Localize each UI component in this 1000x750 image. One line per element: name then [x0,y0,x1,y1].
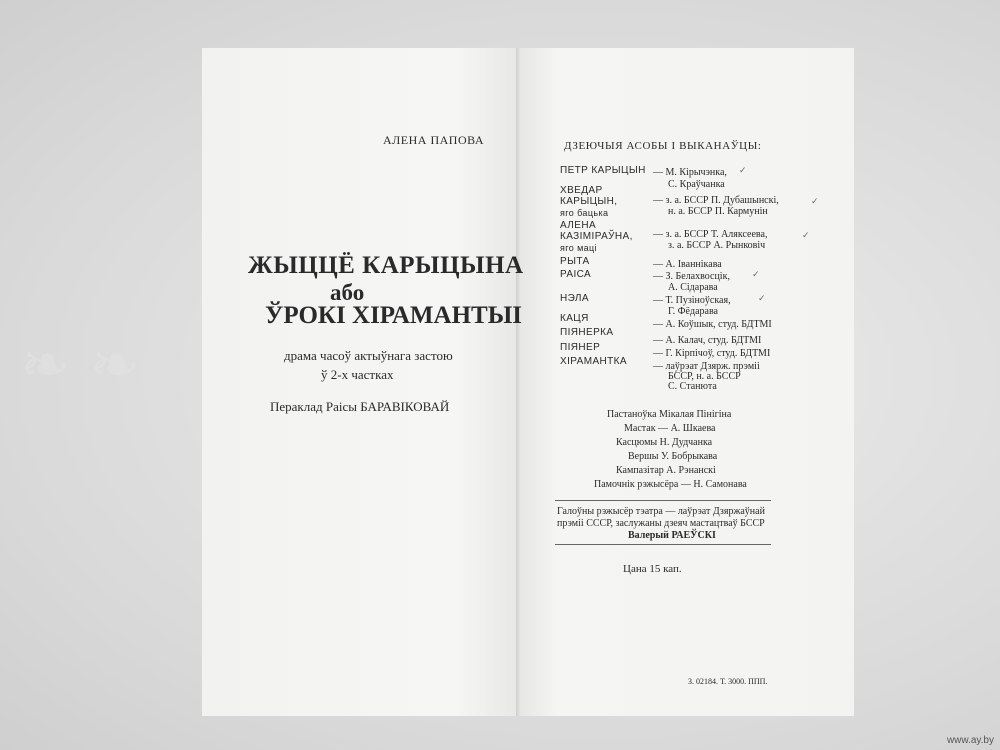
director-name: Валерый РАЕЎСКІ [628,530,716,541]
role-name: АЛЕНА [560,220,597,231]
crew-name: А. Рэнанскі [666,465,716,476]
embossed-decoration: ❧ ❧ [20,330,140,400]
actor-name: — А. Калач, студ. БДТМІ [653,335,762,346]
role-name: ХВЕДАР [560,185,603,196]
crew-line [594,479,747,490]
crew-label: Мастак — [624,423,669,434]
role-name: КАЦЯ [560,313,589,324]
print-imprint: З. 02184. Т. 3000. ППП. [688,677,768,686]
pencil-check-icon: ✓ [752,269,760,279]
author-name: АЛЕНА ПАПОВА [383,133,485,147]
role-name: ПІЯНЕРКА [560,327,614,338]
role-name: РАІСА [560,269,592,280]
divider-top [555,500,771,501]
role-description: яго бацька [560,208,609,218]
actor-name: — лаўрэат Дзярж. прэміі [653,361,760,372]
pencil-check-icon: ✓ [758,293,766,303]
crew-label: Кампазітар [616,465,664,476]
crew-line [616,437,712,448]
actor-name: С. Станюта [668,381,717,392]
actor-name: А. Сідарава [668,282,718,293]
actor-name: С. Краўчанка [668,179,725,190]
crew-name: Н. Самонава [693,479,747,490]
crew-line [616,465,716,476]
crew-label: Памочнік рэжысёра — [594,479,691,490]
actor-name: — з. а. БССР П. Дубашынскі, [653,195,779,206]
cast-heading: ДЗЕЮЧЫЯ АСОБЫ І ВЫКАНАЎЦЫ: [564,140,762,152]
role-description: яго маці [560,243,598,253]
pencil-check-icon: ✓ [811,196,819,206]
crew-name: Мікалая Пінігіна [659,409,732,420]
genre-line1: драма часоў актыўнага застою [284,348,453,363]
actor-name: Г. Фёдарава [668,306,718,317]
director-credit-line1: Галоўны рэжысёр тэатра — лаўрэат Дзяржаўнай [557,506,765,517]
actor-name: БССР, н. а. БССР [668,371,741,382]
actor-name: — А. Коўшык, студ. БДТМІ [653,319,772,330]
play-title-line3: ЎРОКІ ХІРАМАНТЫІ [265,302,522,329]
actor-name: — з. а. БССР Т. Аляксеева, [653,229,768,240]
role-name: КАЗІМІРАЎНА, [560,231,633,242]
actor-name: — Г. Кірпічоў, студ. БДТМІ [653,348,771,359]
actor-name: — М. Кірычэнка, [653,167,727,178]
crew-name: А. Шкаева [670,423,716,434]
pencil-check-icon: ✓ [739,165,747,175]
crew-line [607,409,731,420]
crew-label: Вершы [628,451,659,462]
divider-bottom [555,544,771,545]
actor-name: — А. Іваннікава [653,259,722,270]
crew-line [624,423,715,434]
pencil-check-icon: ✓ [802,230,810,240]
watermark: www.ay.by [946,735,994,746]
role-name: РЫТА [560,256,590,267]
page-fold [516,48,520,716]
role-name: ПЕТР КАРЫЦЫН [560,165,646,176]
translation-credit: Пераклад Раісы БАРАВІКОВАЙ [270,399,450,414]
actor-name: — З. Белахвосцік, [653,271,730,282]
director-credit-line2: прэміі СССР, заслужаны дзеяч мастацтваў БССР [557,518,765,529]
role-name: КАРЫЦЫН, [560,196,618,207]
actor-name: н. а. БССР П. Кармунін [668,206,768,217]
crew-name: Н. Дудчанка [659,437,713,448]
crew-label: Касцюмы [616,437,658,448]
genre-line2: ў 2-х частках [321,367,394,382]
play-title-line1: ЖЫЦЦЁ КАРЫЦЫНА [248,252,524,279]
price: Цана 15 кап. [623,563,682,575]
role-name: НЭЛА [560,293,589,304]
crew-label: Пастаноўка [607,409,657,420]
play-title-line2: або [330,280,365,305]
crew-line [628,451,717,462]
role-name: ПІЯНЕР [560,342,601,353]
actor-name: з. а. БССР А. Рынковіч [668,240,766,251]
crew-name: У. Бобрыкава [661,451,718,462]
role-name: ХІРАМАНТКА [560,356,627,367]
actor-name: — Т. Пузіноўская, [653,295,731,306]
